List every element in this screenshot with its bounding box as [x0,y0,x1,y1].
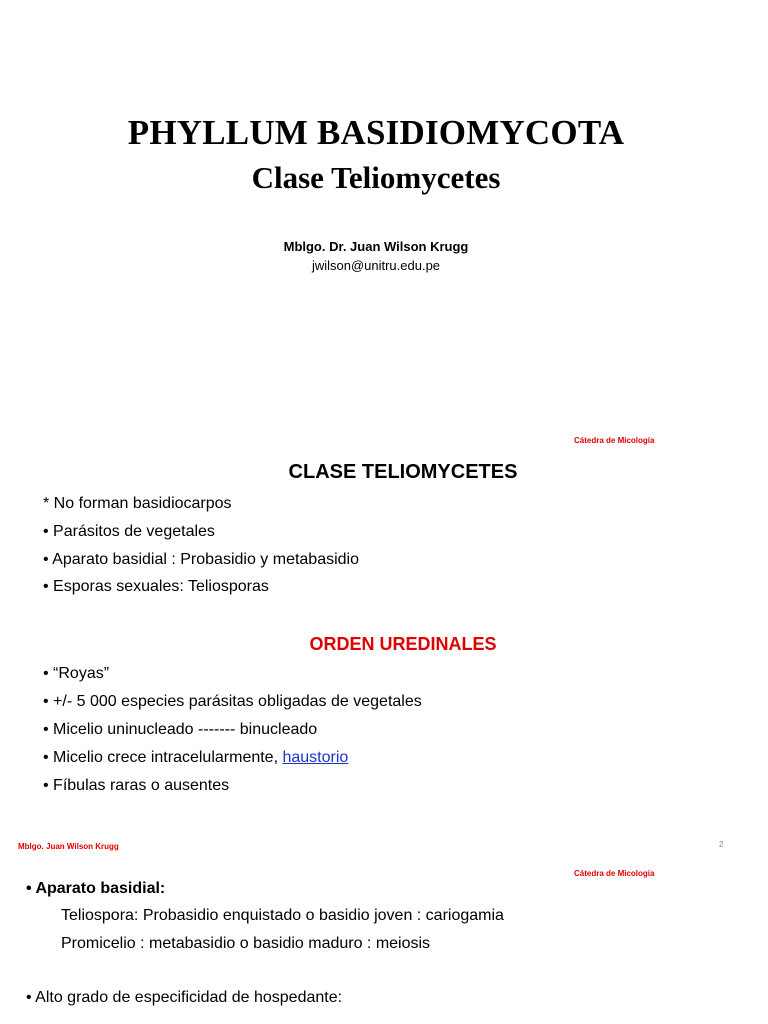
promicelio-line: Promicelio : metabasidio o basidio maduro : meiosis [61,935,431,952]
slide2-page-number: 2 [719,840,724,849]
slide2-footer-author: Mblgo. Juan Wilson Krugg [18,842,119,851]
bullet-esporas: • Esporas sexuales: Teliosporas [43,578,269,595]
bullet-micelio-intracelular [43,749,348,767]
bullet-fibulas: • Fíbulas raras o ausentes [43,777,230,794]
slide1-email: jwilson@unitru.edu.pe [311,258,441,273]
slide1-title: PHYLLUM BASIDIOMYCOTA [127,113,625,152]
bullet-royas: • “Royas” [43,665,110,682]
bullet-parasitos: • Parásitos de vegetales [43,523,215,540]
bullet-micelio-uninucleado: • Micelio uninucleado ------- binucleado [43,721,318,738]
haustorio-link[interactable]: haustorio [282,749,349,766]
slide1-subtitle: Clase Teliomycetes [251,160,501,195]
bullet-aparato-basidial: • Aparato basidial : Probasidio y metabasidio [43,551,360,568]
aparato-basidial-heading: • Aparato basidial: [26,880,166,897]
slide1-author: Mblgo. Dr. Juan Wilson Krugg [283,239,469,254]
slide3-footer-catedra: Cátedra de Micología [574,869,655,878]
slide2-heading: CLASE TELIOMYCETES [288,461,518,483]
bullet-no-forman: * No forman basidiocarpos [43,495,232,512]
bullet-especies: • +/- 5 000 especies parásitas obligadas de vegetales [43,693,422,710]
slide1-footer-catedra: Cátedra de Micología [574,436,655,445]
teliospora-line: Teliospora: Probasidio enquistado o basidio joven : cariogamia [61,907,504,924]
orden-heading: ORDEN UREDINALES [309,634,497,654]
alto-grado-line: • Alto grado de especificidad de hospedante: [26,989,343,1006]
micelio-text: • Micelio crece intracelularmente, [43,749,283,766]
